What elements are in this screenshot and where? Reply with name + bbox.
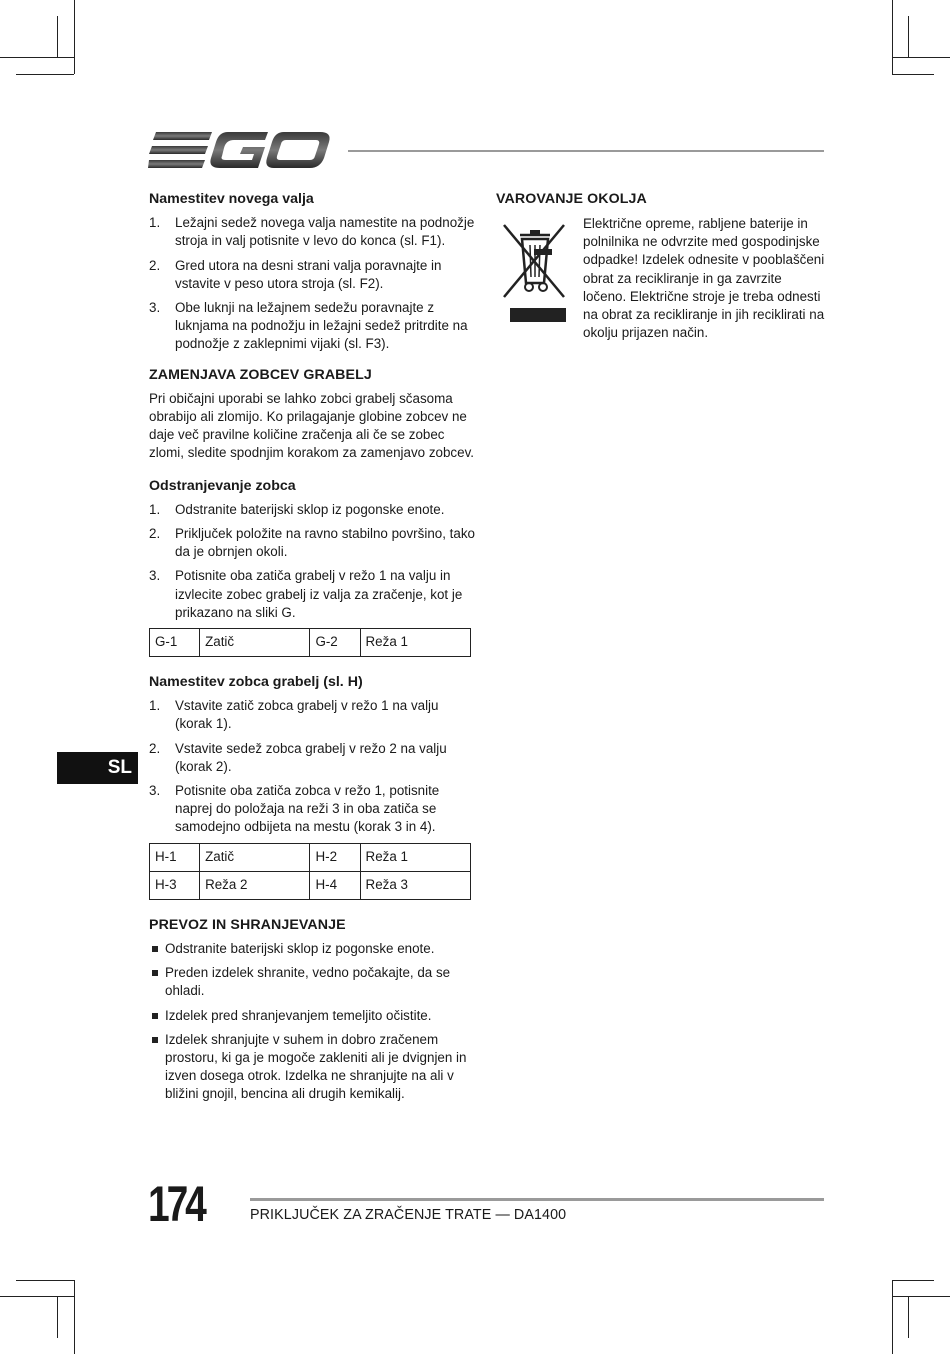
list-item: 1. Ležajni sedež novega valja namestite na podnožje stroja in valj potisnite v levo do konca (sl. F1). [149,215,475,249]
figure-g-legend-table [149,628,471,657]
table-cell: Reža 1 [360,629,470,657]
list-item: 2. Gred utora na desni strani valja poravnajte in vstavite v peso utora stroja (sl. F2). [149,257,442,291]
crop-mark [16,1280,74,1281]
list-item: Preden izdelek shranite, vedno počakajte, da se ohladi. [149,964,479,1000]
table-cell: H-4 [310,871,360,899]
list-item: Izdelek shranjujte v suhem in dobro zračenem prostoru, ki ga je mogoče zakleniti ali je dvignjen in izven dosega otrok. Izdelka ne shranjujte na ali v bližini gnojil, bencina ali drugih kemikalij. [149,1031,479,1104]
bullet-square-icon [152,1013,158,1019]
list-item: 1. Odstranite baterijski sklop iz pogonske enote. [149,501,445,517]
crop-mark [908,16,909,58]
roller-install-steps [149,214,479,353]
roller-install-heading: Namestitev novega valja [149,191,314,207]
list-item: 3. Potisnite oba zatiča grabelj v režo 1 na valju in izvlecite zobec grabelj iz valja za zračenje, kot je prikazano na sliki G. [149,568,463,620]
crop-mark [892,0,893,74]
footer-rule [250,1198,824,1201]
list-item: 3. Obe luknji na ležajnem sedežu poravnajte z luknjama na podnožju in ležajni sedež pritrdite na podnožje z zaklepnimi vijaki (sl. F3). [149,300,468,352]
table-cell: H-3 [150,871,200,899]
crop-mark [57,1296,58,1338]
crop-mark [908,1296,909,1338]
left-column [149,190,479,1110]
crop-mark [0,57,74,58]
tine-removal-heading: Odstranjevanje zobca [149,477,296,494]
crop-mark [892,1296,950,1297]
tine-replace-heading: ZAMENJAVA ZOBCEV GRABELJ [149,366,372,383]
crop-mark [892,1280,893,1354]
tine-replace-paragraph: Pri običajni uporabi se lahko zobci grabelj sčasoma obrabijo ali zlomijo. Ko prilagajanje globine zobcev ne daje več pravilne količine zračenja ali če se zobec zlomi, sledite spodnjim korakom za zamenjavo zobcev. [149,390,474,461]
table-cell: Reža 1 [360,843,470,871]
bullet-square-icon [152,970,158,976]
crop-mark [57,16,58,58]
table-cell: H-2 [310,843,360,871]
table-row [150,629,471,657]
crop-mark [0,1296,74,1297]
table-cell: Zatič [200,629,310,657]
list-item: 3. Potisnite oba zatiča zobca v režo 1, potisnite naprej do položaja na reži 3 in oba zatiča se samodejno odbijeta na mestu (korak 3 in 4). [149,783,440,835]
list-item: Izdelek pred shranjevanjem temeljito očistite. [149,1007,479,1025]
crop-mark [16,74,74,75]
list-item: 1. Vstavite zatič zobca grabelj v režo 1 na valju (korak 1). [149,698,439,732]
table-cell: H-1 [150,843,200,871]
table-cell: G-2 [310,629,360,657]
table-row [150,871,471,899]
table-cell: Zatič [200,843,310,871]
ego-logo [148,128,332,172]
crop-mark [892,1280,934,1281]
table-cell: Reža 2 [200,871,310,899]
list-item: 2. Vstavite sedež zobca grabelj v režo 2 na valju (korak 2). [149,740,447,774]
tine-install-heading: Namestitev zobca grabelj (sl. H) [149,674,363,691]
list-item: Odstranite baterijski sklop iz pogonske enote. [149,940,479,958]
page-number: 174 [148,1176,204,1232]
crop-mark [74,0,75,74]
crossed-out-wheelie-bin-icon [500,221,568,325]
tine-install-steps [149,697,479,836]
right-column [496,190,826,214]
crop-mark [892,57,950,58]
crop-mark [892,74,934,75]
figure-h-legend-table [149,843,471,900]
environment-heading: VAROVANJE OKOLJA [496,191,647,207]
bullet-square-icon [152,1037,158,1043]
table-cell: Reža 3 [360,871,470,899]
storage-heading: PREVOZ IN SHRANJEVANJE [149,916,346,933]
crop-mark [74,1280,75,1354]
header-rule [348,150,824,152]
bullet-square-icon [152,946,158,952]
footer-title: PRIKLJUČEK ZA ZRAČENJE TRATE — DA1400 [250,1207,567,1223]
environment-text: Električne opreme, rabljene baterije in polnilnika ne odvrzite med gospodinjske odpadke! Izdelek odnesite v pooblaščeni obrat za recikliranje in ga zavrzite ločeno. Električne stroje je treba odnesti na obrat za recikliranje in jih reciklirati na okolju prijazen način. [583,216,825,341]
table-row [150,843,471,871]
tine-removal-steps [149,501,479,622]
language-tab: SL [57,752,138,784]
storage-bullets [149,940,479,1104]
list-item: 2. Priključek položite na ravno stabilno površino, tako da je obrnjen okoli. [149,526,475,560]
table-cell: G-1 [150,629,200,657]
